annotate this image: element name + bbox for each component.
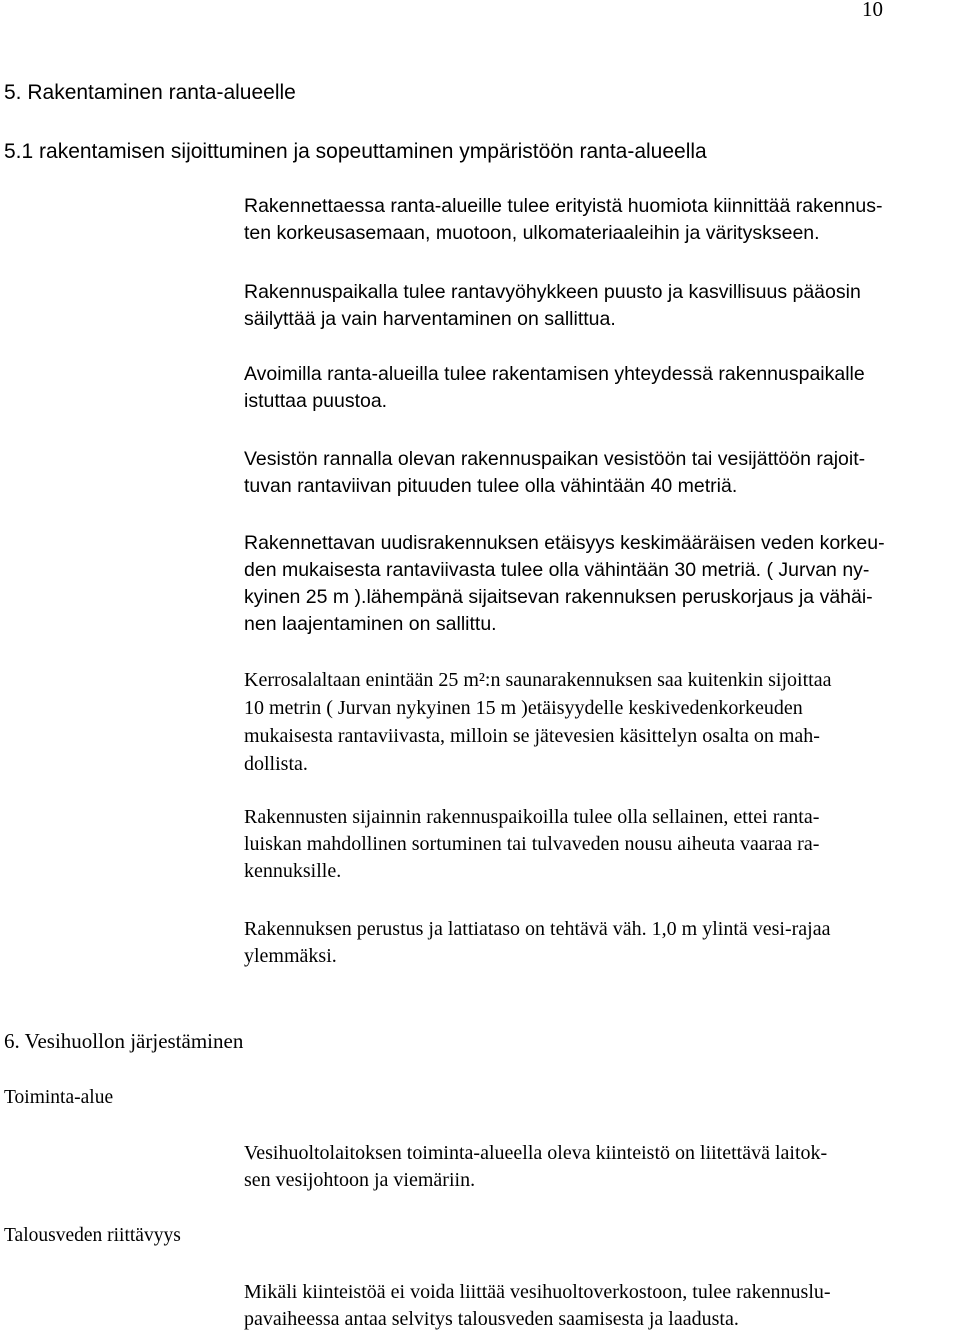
text-line: Rakennuksen perustus ja lattiataso on tehtävä väh. 1,0 m ylintä vesi-rajaa [244,918,831,940]
text-line: ten korkeusasemaan, muotoon, ulkomateriaaleihin ja värityskseen. [244,222,820,244]
text-line: kyinen 25 m ).lähempänä sijaitsevan rakennuksen peruskorjaus ja vähäi- [244,586,873,608]
text-line: Rakennuspaikalla tulee rantavyöhykkeen puusto ja kasvillisuus pääosin [244,281,861,303]
text-line: den mukaisesta rantaviivasta tulee olla vähintään 30 metriä. ( Jurvan ny- [244,559,870,581]
paragraph-sauna [244,666,956,778]
paragraph-foundation [244,916,956,970]
paragraph-talousvesi [244,1279,956,1333]
text-line: Rakennettaessa ranta-alueille tulee erityistä huomiota kiinnittää rakennus- [244,195,883,217]
text-line: Mikäli kiinteistöä ei voida liittää vesihuoltoverkostoon, tulee rakennuslu- [244,1281,831,1303]
paragraph-open-areas [244,361,956,415]
paragraph-shoreline-length [244,446,956,500]
paragraph-building-distance [244,530,956,638]
text-line: Avoimilla ranta-alueilla tulee rakentamisen yhteydessä rakennuspaikalle [244,363,865,385]
paragraph-vegetation [244,279,956,333]
section-5-heading: 5. Rakentaminen ranta-alueelle [4,81,296,104]
text-line: tuvan rantaviivan pituuden tulee olla vähintään 40 metriä. [244,475,738,497]
text-line: Vesistön rannalla olevan rakennuspaikan vesistöön tai vesijättöön rajoit- [244,448,866,470]
text-line: istuttaa puustoa. [244,390,388,412]
text-line: 10 metrin ( Jurvan nykyinen 15 m )etäisyydelle keskivedenkorkeuden [244,697,803,719]
paragraph-building-appearance [244,193,956,247]
text-line: Rakennusten sijainnin rakennuspaikoilla tulee olla sellainen, ettei ranta- [244,806,820,828]
paragraph-toiminta-alue [244,1140,956,1194]
text-line: mukaisesta rantaviivasta, milloin se jätevesien käsittelyn osalta on mah- [244,725,820,747]
text-line: kennuksille. [244,860,342,882]
text-line: nen laajentaminen on sallittu. [244,613,497,635]
text-line: sen vesijohtoon ja viemäriin. [244,1169,476,1191]
page-number: 10 [862,0,883,21]
text-line: luiskan mahdollinen sortuminen tai tulvaveden nousu aiheuta vaaraa ra- [244,833,820,855]
talousveden-riittavyys-label: Talousveden riittävyys [4,1225,181,1246]
text-line: ylemmäksi. [244,945,337,967]
text-line: Rakennettavan uudisrakennuksen etäisyys keskimääräisen veden korkeu- [244,532,885,554]
section-5-1-subheading: 5.1 rakentamisen sijoittuminen ja sopeuttaminen ympäristöön ranta-alueella [4,140,707,163]
text-line: säilyttää ja vain harventaminen on sallittua. [244,308,616,330]
text-line: dollista. [244,753,308,775]
text-line: Kerrosalaltaan enintään 25 m²:n saunarakennuksen saa kuitenkin sijoittaa [244,669,832,691]
toiminta-alue-label: Toiminta-alue [4,1087,114,1108]
text-line: Vesihuoltolaitoksen toiminta-alueella oleva kiinteistö on liitettävä laitok- [244,1142,828,1164]
text-line: pavaiheessa antaa selvitys talousveden saamisesta ja laadusta. [244,1308,739,1330]
section-6-heading: 6. Vesihuollon järjestäminen [4,1029,244,1053]
paragraph-building-location [244,804,956,885]
